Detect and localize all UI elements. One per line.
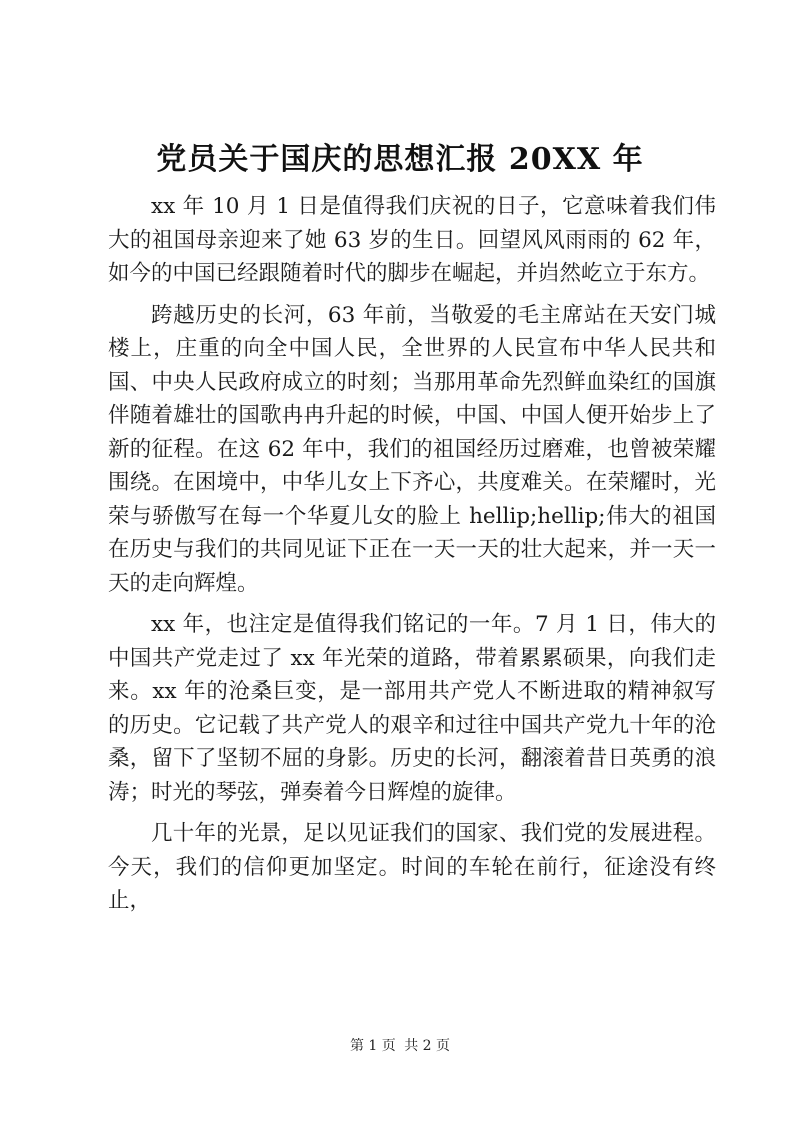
paragraph-1: xx 年 10 月 1 日是值得我们庆祝的日子，它意味着我们伟大的祖国母亲迎来了她 63 岁的生日。回望风风雨雨的 62 年，如今的中国已经跟随着时代的脚步在崛起，并岿然屹立于东方。: [108, 194, 716, 286]
page-number: 第 1 页: [349, 1038, 396, 1054]
page-footer: [0, 1036, 800, 1056]
document-title: 党员关于国庆的思想汇报 20XX 年: [156, 142, 644, 177]
document-body: [108, 190, 716, 918]
page-total: 共 2 页: [404, 1038, 451, 1054]
paragraph-2: 跨越历史的长河，63 年前，当敬爱的毛主席站在天安门城楼上，庄重的向全中国人民，全世界的人民宣布中华人民共和国、中央人民政府成立的时刻；当那用革命先烈鲜血染红的国旗伴随着雄壮的国歌冉冉升起的时候，中国、中国人便开始步上了新的征程。在这 62 年中，我们的祖国经历过磨难，也曾被荣耀围绕。在困境中，中华儿女上下齐心，共度难关。在荣耀时，光荣与骄傲写在每一个华夏儿女的脸上 hellip;hellip;伟大的祖国在历史与我们的共同见证下正在一天一天的壮大起来，并一天一天的走向辉煌。: [108, 302, 716, 596]
paragraph-4: 几十年的光景，足以见证我们的国家、我们党的发展进程。今天，我们的信仰更加坚定。时间的车轮在前行，征途没有终止，: [108, 821, 716, 913]
paragraph-3: xx 年，也注定是值得我们铭记的一年。7 月 1 日，伟大的中国共产党走过了 xx 年光荣的道路，带着累累硕果，向我们走来。xx 年的沧桑巨变，是一部用共产党人不断进取的精神叙写的历史。它记载了共产党人的艰辛和过往中国共产党九十年的沧桑，留下了坚韧不屈的身影。历史的长河，翻滚着昔日英勇的浪涛；时光的琴弦，弹奏着今日辉煌的旋律。: [108, 612, 716, 805]
